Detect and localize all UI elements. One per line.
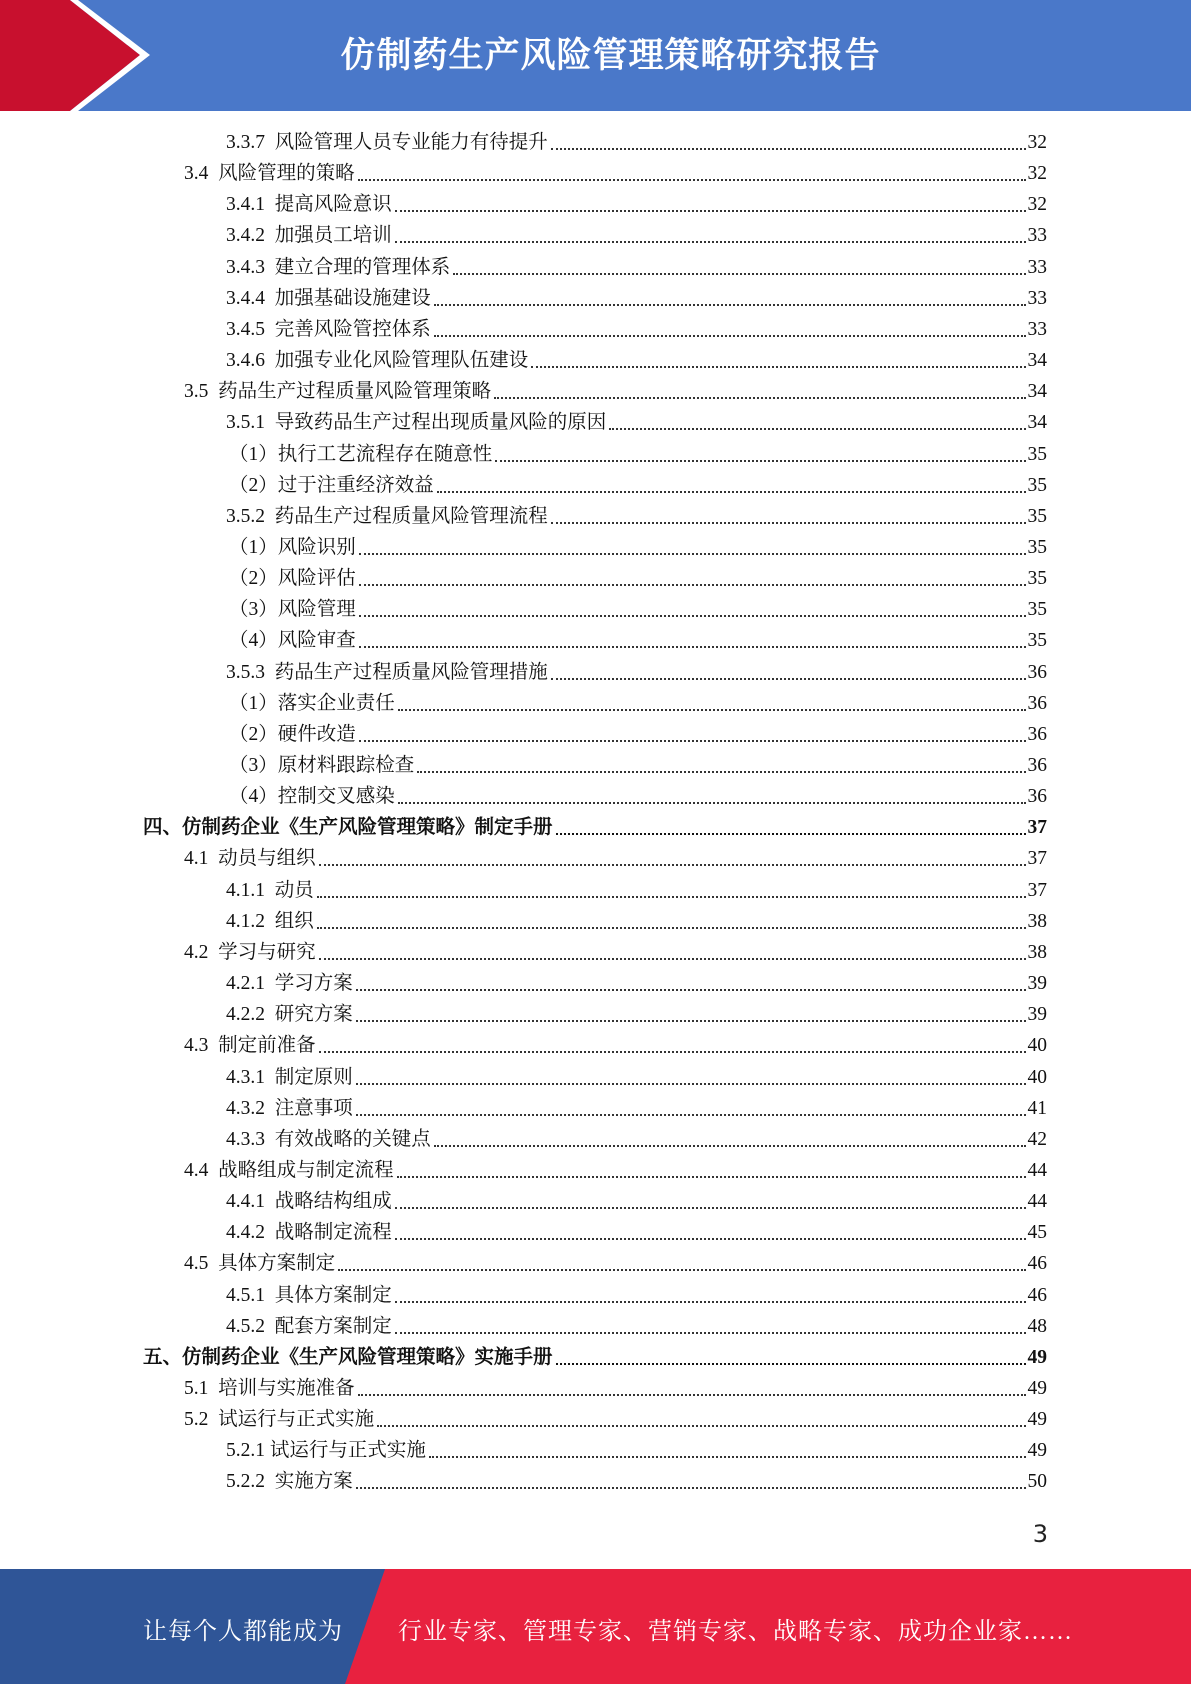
toc-entry-page: 45: [1027, 1222, 1047, 1244]
toc-entry-number: 4.5.1: [226, 1284, 275, 1306]
toc-entry-page: 50: [1027, 1471, 1047, 1493]
toc-leader-dots: [395, 1301, 1026, 1303]
toc-entry-page: 49: [1027, 1440, 1047, 1462]
toc-leader-dots: [356, 1114, 1026, 1116]
toc-entry-title: 战略结构组成: [274, 1191, 392, 1213]
toc-entry-title: 药品生产过程质量风险管理流程: [274, 505, 548, 527]
toc-entry-page: 32: [1027, 194, 1047, 216]
toc-leader-dots: [377, 1425, 1025, 1427]
toc-entry-page: 38: [1027, 941, 1047, 963]
toc-entry-number: （2）: [229, 474, 278, 496]
toc-entry-number: 5.2.2: [226, 1471, 275, 1493]
toc-entry-title: 制定原则: [274, 1066, 353, 1088]
toc-leader-dots: [319, 864, 1026, 866]
toc-leader-dots: [359, 646, 1026, 648]
toc-entry-page: 34: [1027, 350, 1047, 372]
toc-entry[interactable]: [229, 781, 1047, 812]
toc-entry[interactable]: [184, 376, 1047, 407]
toc-entry-number: （1）: [229, 536, 278, 558]
toc-entry-title: 硬件改造: [277, 723, 356, 745]
toc-entry[interactable]: [226, 1124, 1047, 1155]
toc-entry[interactable]: [226, 906, 1047, 937]
toc-leader-dots: [453, 273, 1025, 275]
toc-entry-page: 39: [1027, 973, 1047, 995]
toc-entry-title: 动员与组织: [218, 848, 316, 870]
toc-entry-number: 4.5.2: [226, 1315, 275, 1337]
toc-entry-title: 五、仿制药企业《生产风险管理策略》实施手册: [143, 1346, 553, 1368]
toc-entry-page: 46: [1027, 1284, 1047, 1306]
toc-entry[interactable]: [226, 314, 1047, 345]
toc-leader-dots: [395, 1332, 1026, 1334]
toc-entry-page: 36: [1027, 723, 1047, 745]
toc-entry[interactable]: [226, 1186, 1047, 1217]
toc-entry-page: 42: [1027, 1128, 1047, 1150]
toc-leader-dots: [551, 148, 1026, 150]
toc-leader-dots: [356, 989, 1026, 991]
toc-entry-page: 48: [1027, 1315, 1047, 1337]
toc-entry-number: 4.2: [184, 941, 219, 963]
toc-entry-title: 提高风险意识: [274, 194, 392, 216]
toc-entry-number: 3.4.1: [226, 194, 275, 216]
toc-entry[interactable]: [226, 657, 1047, 688]
toc-entry-page: 32: [1027, 132, 1047, 153]
toc-entry-page: 35: [1027, 568, 1047, 590]
toc-entry[interactable]: [229, 719, 1047, 750]
toc-entry-number: 4.3.3: [226, 1128, 275, 1150]
toc-entry[interactable]: [229, 563, 1047, 594]
toc-entry-number: （1）: [229, 443, 278, 465]
footer-slogan-left: 让每个人都能成为: [143, 1619, 343, 1645]
toc-entry-number: 4.4.1: [226, 1191, 275, 1213]
toc-entry-number: 4.2.2: [226, 1004, 275, 1026]
toc-leader-dots: [359, 553, 1026, 555]
toc-entry-page: 35: [1027, 536, 1047, 558]
toc-entry[interactable]: [184, 158, 1047, 189]
toc-entry-page: 41: [1027, 1097, 1047, 1119]
toc-entry[interactable]: [226, 1466, 1047, 1497]
toc-entry[interactable]: [229, 688, 1047, 719]
toc-entry-number: （3）: [229, 755, 278, 776]
toc-entry[interactable]: [226, 1062, 1047, 1093]
toc-leader-dots: [358, 1394, 1026, 1396]
toc-entry-title: 风险识别: [277, 536, 356, 558]
toc-entry-title: 原材料跟踪检查: [277, 755, 415, 776]
toc-entry[interactable]: [226, 968, 1047, 999]
toc-entry-page: 40: [1027, 1035, 1047, 1057]
toc-leader-dots: [437, 491, 1026, 493]
toc-entry-page: 44: [1027, 1191, 1047, 1213]
toc-entry-title: 过于注重经济效益: [277, 474, 434, 496]
toc-entry[interactable]: [226, 407, 1047, 438]
toc-entry-page: 37: [1027, 848, 1047, 870]
toc-leader-dots: [398, 802, 1026, 804]
toc-entry-number: 4.1.1: [226, 879, 275, 901]
toc-leader-dots: [317, 896, 1026, 898]
toc-entry-title: 导致药品生产过程出现质量风险的原因: [274, 412, 607, 434]
toc-entry-number: 3.5.1: [226, 412, 275, 434]
toc-entry-number: （1）: [229, 692, 278, 714]
toc-leader-dots: [556, 1363, 1026, 1365]
toc-entry-page: 33: [1027, 287, 1047, 309]
toc-entry-title: 完善风险管控体系: [274, 318, 431, 340]
toc-entry-page: 49: [1027, 1346, 1047, 1368]
toc-entry[interactable]: [226, 252, 1047, 283]
toc-entry-title: 建立合理的管理体系: [274, 256, 451, 278]
toc-leader-dots: [494, 397, 1025, 399]
toc-entry-title: 动员: [274, 879, 314, 901]
toc-entry[interactable]: [229, 750, 1047, 781]
toc-entry-title: 具体方案制定: [274, 1284, 392, 1306]
toc-leader-dots: [359, 740, 1026, 742]
toc-entry[interactable]: [226, 127, 1047, 158]
toc-entry[interactable]: [226, 875, 1047, 906]
toc-leader-dots: [556, 833, 1026, 835]
toc-entry-page: 32: [1027, 163, 1047, 185]
toc-leader-dots: [495, 460, 1025, 462]
toc-entry-number: 5.1: [184, 1378, 219, 1399]
toc-entry-page: 33: [1027, 256, 1047, 278]
toc-entry-number: 4.3: [184, 1035, 219, 1057]
toc-entry-number: 3.5.3: [226, 661, 275, 683]
toc-entry-page: 36: [1027, 786, 1047, 808]
toc-entry-page: 34: [1027, 412, 1047, 434]
toc-leader-dots: [434, 335, 1026, 337]
toc-leader-dots: [359, 584, 1026, 586]
toc-leader-dots: [338, 1269, 1025, 1271]
toc-entry-page: 36: [1027, 755, 1047, 776]
toc-entry-number: 3.4.2: [226, 225, 275, 247]
toc-leader-dots: [395, 1238, 1026, 1240]
toc-entry[interactable]: [184, 1155, 1047, 1186]
toc-entry[interactable]: [184, 937, 1047, 968]
toc-entry-title: 执行工艺流程存在随意性: [277, 443, 493, 465]
toc-leader-dots: [317, 927, 1026, 929]
toc-entry-title: 风险管理人员专业能力有待提升: [274, 132, 548, 153]
toc-entry-title: 研究方案: [274, 1004, 353, 1026]
toc-entry-number: （4）: [229, 630, 278, 652]
toc-leader-dots: [531, 366, 1025, 368]
toc-entry-number: 3.4: [184, 163, 219, 185]
toc-entry-page: 38: [1027, 910, 1047, 932]
toc-entry-number: （4）: [229, 786, 278, 808]
toc-entry-page: 34: [1027, 381, 1047, 403]
toc-entry[interactable]: [229, 439, 1047, 470]
toc-leader-dots: [397, 1176, 1026, 1178]
toc-entry[interactable]: [226, 1280, 1047, 1311]
toc-entry[interactable]: [226, 1093, 1047, 1124]
toc-leader-dots: [359, 615, 1026, 617]
toc-entry-page: 35: [1027, 599, 1047, 621]
toc-entry[interactable]: [229, 532, 1047, 563]
toc-entry-title: 注意事项: [274, 1097, 353, 1119]
toc-entry-page: 49: [1027, 1378, 1047, 1399]
toc-entry-page: 40: [1027, 1066, 1047, 1088]
toc-entry[interactable]: [226, 999, 1047, 1030]
toc-entry-number: 3.4.3: [226, 256, 275, 278]
toc-entry-title: 具体方案制定: [218, 1253, 336, 1275]
toc-entry-number: 4.4.2: [226, 1222, 275, 1244]
header-bar: [0, 0, 1191, 111]
toc-entry-page: 39: [1027, 1004, 1047, 1026]
toc-entry[interactable]: [184, 1373, 1047, 1404]
toc-entry[interactable]: [229, 625, 1047, 656]
toc-leader-dots: [356, 1487, 1026, 1489]
toc-entry[interactable]: [226, 189, 1047, 220]
toc-entry-title: 风险审查: [277, 630, 356, 652]
toc-entry[interactable]: [184, 1030, 1047, 1061]
toc-entry-title: 试运行与正式实施: [218, 1409, 375, 1431]
toc-entry-title: 组织: [274, 910, 314, 932]
toc-entry-page: 33: [1027, 225, 1047, 247]
page-number: 3: [1032, 1520, 1048, 1548]
toc-entry-title: 加强专业化风险管理队伍建设: [274, 350, 529, 372]
toc-entry-number: 3.5: [184, 381, 219, 403]
toc-entry-title: 实施方案: [274, 1471, 353, 1493]
toc-entry-number: 5.2: [184, 1409, 219, 1431]
toc-entry[interactable]: [143, 1342, 1047, 1373]
toc-entry-number: 4.1.2: [226, 910, 275, 932]
toc-entry-number: 5.2.1: [226, 1440, 270, 1462]
toc-entry-page: 37: [1027, 879, 1047, 901]
toc-entry[interactable]: [226, 345, 1047, 376]
toc-entry-title: 风险管理的策略: [218, 163, 355, 185]
footer-slogan-right: 行业专家、管理专家、营销专家、战略专家、成功企业家……: [398, 1619, 1073, 1645]
toc-entry[interactable]: [229, 470, 1047, 501]
toc-entry[interactable]: [226, 1311, 1047, 1342]
toc-entry[interactable]: [226, 1435, 1047, 1466]
toc-entry[interactable]: [184, 1404, 1047, 1435]
document-title: 仿制药生产风险管理策略研究报告: [340, 36, 881, 76]
toc-leader-dots: [417, 771, 1025, 773]
toc-entry-page: 37: [1027, 817, 1047, 839]
toc-entry-number: 4.4: [184, 1159, 219, 1181]
toc-entry-number: 4.5: [184, 1253, 219, 1275]
toc-entry-page: 44: [1027, 1159, 1047, 1181]
toc-entry-page: 35: [1027, 474, 1047, 496]
footer-bar: [0, 1569, 1191, 1684]
toc-entry-number: 4.3.1: [226, 1066, 275, 1088]
toc-leader-dots: [395, 241, 1026, 243]
toc-leader-dots: [358, 179, 1026, 181]
toc-entry-number: 3.4.4: [226, 287, 275, 309]
toc-entry-title: 培训与实施准备: [218, 1378, 355, 1399]
toc-entry-title: 落实企业责任: [277, 692, 395, 714]
toc-entry-title: 配套方案制定: [274, 1315, 392, 1337]
toc-entry-page: 46: [1027, 1253, 1047, 1275]
toc-entry-title: 加强员工培训: [274, 225, 392, 247]
toc-entry-page: 36: [1027, 692, 1047, 714]
toc-entry-title: 药品生产过程质量风险管理策略: [218, 381, 492, 403]
toc-entry-title: 四、仿制药企业《生产风险管理策略》制定手册: [143, 817, 553, 839]
toc-entry[interactable]: [226, 1217, 1047, 1248]
toc-leader-dots: [395, 1207, 1026, 1209]
toc-leader-dots: [429, 1456, 1026, 1458]
toc-entry-title: 战略制定流程: [274, 1222, 392, 1244]
toc-entry[interactable]: [226, 283, 1047, 314]
toc-leader-dots: [319, 1051, 1026, 1053]
toc-entry-number: 3.4.5: [226, 318, 275, 340]
toc-entry-title: 加强基础设施建设: [274, 287, 431, 309]
toc-leader-dots: [434, 304, 1026, 306]
toc-entry-number: 4.2.1: [226, 973, 275, 995]
toc-entry-number: 3.5.2: [226, 505, 275, 527]
toc-entry-page: 33: [1027, 318, 1047, 340]
toc-leader-dots: [356, 1020, 1026, 1022]
toc-leader-dots: [551, 522, 1026, 524]
toc-entry-number: 3.4.6: [226, 350, 275, 372]
toc-entry-title: 药品生产过程质量风险管理措施: [274, 661, 548, 683]
toc-entry-number: 4.1: [184, 848, 219, 870]
toc-entry-page: 36: [1027, 661, 1047, 683]
toc-entry[interactable]: [229, 594, 1047, 625]
toc-entry-number: （2）: [229, 723, 278, 745]
toc-entry-page: 49: [1027, 1409, 1047, 1431]
toc-entry-title: 试运行与正式实施: [269, 1440, 426, 1462]
toc-entry-number: 3.3.7: [226, 132, 275, 153]
toc-entry-number: 4.3.2: [226, 1097, 275, 1119]
toc-entry-page: 35: [1027, 505, 1047, 527]
toc-entry[interactable]: [226, 501, 1047, 532]
toc-entry[interactable]: [184, 843, 1047, 874]
toc-entry[interactable]: [226, 220, 1047, 251]
toc-entry[interactable]: [143, 812, 1047, 843]
toc-entry-title: 有效战略的关键点: [274, 1128, 431, 1150]
toc-entry-title: 控制交叉感染: [277, 786, 395, 808]
toc-entry-title: 风险评估: [277, 568, 356, 590]
toc-entry-title: 风险管理: [277, 599, 356, 621]
toc-leader-dots: [551, 678, 1026, 680]
toc-entry-page: 35: [1027, 443, 1047, 465]
toc-leader-dots: [356, 1083, 1026, 1085]
toc-entry-page: 35: [1027, 630, 1047, 652]
toc-entry-number: （3）: [229, 599, 278, 621]
toc-leader-dots: [398, 709, 1026, 711]
toc-entry-title: 学习方案: [274, 973, 353, 995]
toc-leader-dots: [609, 428, 1025, 430]
toc-leader-dots: [434, 1145, 1026, 1147]
toc-leader-dots: [319, 958, 1026, 960]
toc-entry-number: （2）: [229, 568, 278, 590]
toc-entry[interactable]: [184, 1248, 1047, 1279]
toc-entry-title: 战略组成与制定流程: [218, 1159, 394, 1181]
toc-entry-title: 制定前准备: [218, 1035, 316, 1057]
toc-leader-dots: [395, 210, 1026, 212]
toc-entry-title: 学习与研究: [218, 941, 316, 963]
